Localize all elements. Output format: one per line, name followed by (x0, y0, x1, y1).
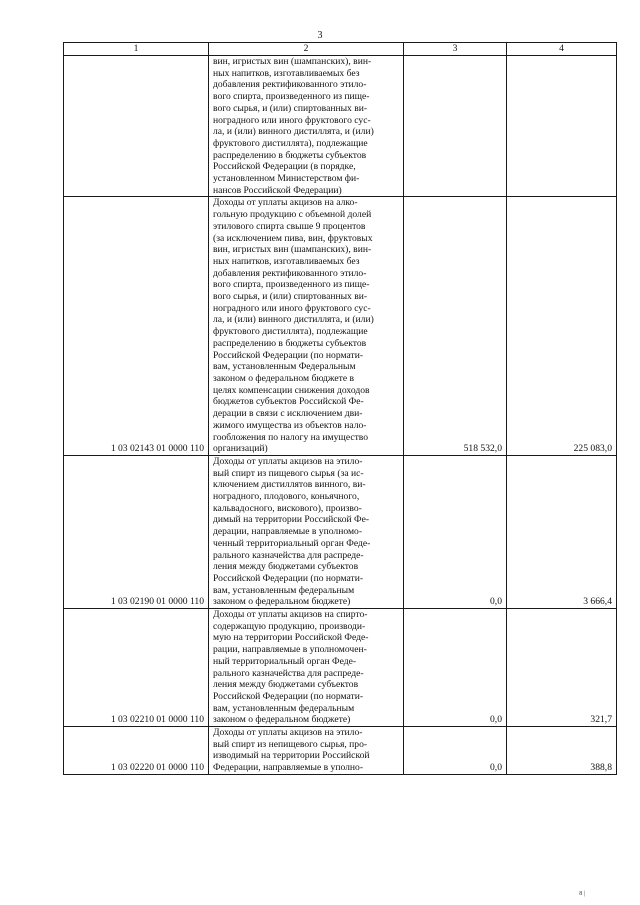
description-line: содержащую продукцию, производи- (213, 620, 366, 632)
footer-mark: 8 | (579, 891, 585, 897)
description-line: вам, установленным федеральным (213, 702, 355, 714)
description-line: жимого имущества из объектов нало- (213, 419, 367, 431)
table-row (64, 727, 617, 775)
description-line: Российской Федерации (по нормати- (213, 572, 364, 584)
revenue-code-cell: 1 03 02143 01 0000 110 (64, 197, 209, 455)
description-line: рации, направляемые в уполномочен- (213, 644, 367, 656)
amount-column-3-cell (404, 56, 507, 197)
description-line: ных напитков, изготавливаемых без (213, 67, 360, 79)
description-line: ления между бюджетами субъектов (213, 679, 359, 691)
description-line: Доходы от уплаты акцизов на этило- (213, 455, 363, 467)
description-line: ный территориальный орган Феде- (213, 655, 357, 667)
description-line: ноградного, плодового, коньячного, (213, 491, 360, 503)
description-line: ла, и (или) винного дистиллята, и (или) (213, 314, 374, 326)
table-header-row (64, 43, 617, 56)
description-line: вин, игристых вин (шампанских), вин- (213, 244, 372, 256)
description-cell (209, 609, 404, 727)
description-line: кальвадосного, вискового), произво- (213, 502, 362, 514)
description-line: ченный территориальный орган Феде- (213, 537, 371, 549)
description-cell (209, 455, 404, 608)
description-line: организаций) (213, 443, 268, 455)
amount-column-3-cell: 0,0 (404, 727, 507, 775)
description-line: вого спирта, произведенного из пище- (213, 279, 370, 291)
description-cell (209, 56, 404, 197)
description-line: добавления ректификованного этило- (213, 79, 367, 91)
description-line: вам, установленным Федеральным (213, 361, 356, 373)
description-line: ла, и (или) винного дистиллята, и (или) (213, 126, 374, 138)
description-line: Доходы от уплаты акцизов на спирто- (213, 609, 368, 621)
description-line: вин, игристых вин (шампанских), вин- (213, 56, 372, 67)
description-line: целях компенсации снижения доходов (213, 384, 370, 396)
table-row (64, 455, 617, 608)
table-row (64, 56, 617, 197)
column-header-1: 1 (64, 43, 209, 56)
description-line: вого спирта, произведенного из пище- (213, 91, 370, 103)
description-line: ноградного или иного фруктового сус- (213, 302, 371, 314)
description-line: ключением дистиллятов винного, ви- (213, 479, 366, 491)
amount-column-4-cell: 3 666,4 (507, 455, 617, 608)
description-line: мую на территории Российской Феде- (213, 632, 369, 644)
description-line: распределению в бюджеты субъектов (213, 337, 367, 349)
description-line: Доходы от уплаты акцизов на алко- (213, 197, 358, 209)
revenue-code-cell: 1 03 02220 01 0000 110 (64, 727, 209, 775)
amount-column-3-cell: 518 532,0 (404, 197, 507, 455)
amount-column-4-cell: 321,7 (507, 609, 617, 727)
column-header-2: 2 (209, 43, 404, 56)
amount-column-4-cell (507, 56, 617, 197)
description-cell (209, 197, 404, 455)
description-line: нансов Российской Федерации) (213, 184, 342, 196)
revenue-code-cell: 1 03 02210 01 0000 110 (64, 609, 209, 727)
table-row (64, 609, 617, 727)
description-line: вого сырья, и (или) спиртованных ви- (213, 291, 368, 303)
description-line: гольную продукцию с объемной долей (213, 209, 372, 221)
description-line: вого сырья, и (или) спиртованных ви- (213, 102, 368, 114)
description-line: гообложения по налогу на имущество (213, 431, 369, 443)
amount-column-3-cell: 0,0 (404, 609, 507, 727)
description-line: рального казначейства для распреде- (213, 667, 364, 679)
description-line: установленном Министерством фи- (213, 173, 360, 185)
amount-column-4-cell: 388,8 (507, 727, 617, 775)
description-line: бюджетов субъектов Российской Фе- (213, 396, 364, 408)
description-line: фруктового дистиллята), подлежащие (213, 326, 368, 338)
column-header-3: 3 (404, 43, 507, 56)
table-row (64, 197, 617, 455)
description-line: ления между бюджетами субъектов (213, 561, 359, 573)
description-line: Российской Федерации (по нормати- (213, 690, 364, 702)
amount-column-4-cell: 225 083,0 (507, 197, 617, 455)
description-line: димый на территории Российской Фе- (213, 514, 370, 526)
description-line: ных напитков, изготавливаемых без (213, 255, 360, 267)
description-line: законом о федеральном бюджете) (213, 714, 351, 726)
description-line: этилового спирта свыше 9 процентов (213, 220, 366, 232)
table-body (64, 56, 617, 775)
description-line: изводимый на территории Российской (213, 750, 370, 762)
description-line: Федерации, направляемые в уполно- (213, 762, 364, 774)
description-line: фруктового дистиллята), подлежащие (213, 137, 368, 149)
amount-column-3-cell: 0,0 (404, 455, 507, 608)
description-line: Доходы от уплаты акцизов на этило- (213, 727, 363, 739)
description-line: ноградного или иного фруктового сус- (213, 114, 371, 126)
description-line: законом о федеральном бюджете в (213, 372, 355, 384)
description-line: Российской Федерации (в порядке, (213, 161, 356, 173)
description-line: вый спирт из непищевого сырья, про- (213, 738, 368, 750)
revenue-code-cell: 1 03 02190 01 0000 110 (64, 455, 209, 608)
page-number: 3 (317, 30, 323, 41)
description-line: распределению в бюджеты субъектов (213, 149, 367, 161)
description-line: Российской Федерации (по нормати- (213, 349, 364, 361)
description-cell (209, 727, 404, 775)
description-line: дерации в связи с исключением дви- (213, 408, 363, 420)
revenue-code-cell (64, 56, 209, 197)
description-line: вый спирт из пищевого сырья (за ис- (213, 467, 364, 479)
description-line: дерации, направляемые в уполномо- (213, 526, 363, 538)
column-header-4: 4 (507, 43, 617, 56)
description-line: рального казначейства для распреде- (213, 549, 364, 561)
description-line: (за исключением пива, вин, фруктовых (213, 232, 373, 244)
revenue-table (63, 42, 617, 775)
description-line: добавления ректификованного этило- (213, 267, 367, 279)
description-line: законом о федеральном бюджете) (213, 596, 351, 608)
description-line: вам, установленным федеральным (213, 584, 355, 596)
